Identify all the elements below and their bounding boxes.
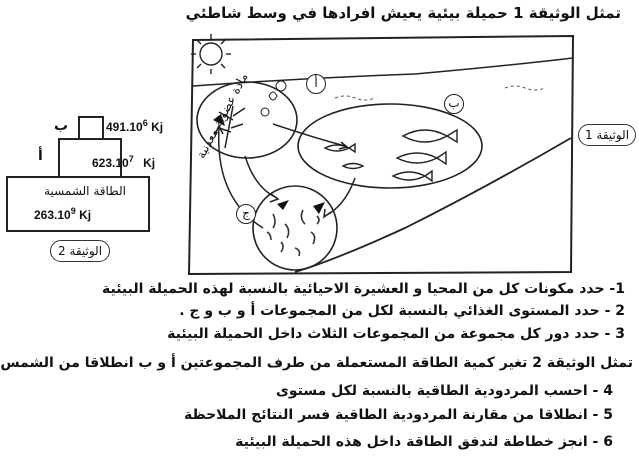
- energy-b-unit: Kj: [151, 120, 164, 134]
- question-2: 2 - حدد المستوى الغذائي بالنسبة لكل من المجموعات أ و ب و ج .: [179, 303, 625, 319]
- sun-energy-label: الطاقة الشمسية: [44, 184, 126, 198]
- doc2-label: الوثيقة 2: [50, 240, 110, 262]
- question-4: 4 - احسب المردودية الطاقية بالنسبة لكل مستوى: [276, 383, 613, 399]
- group-b-label: ب: [444, 94, 464, 114]
- group-c-label: ج: [236, 204, 256, 224]
- pyramid-level-b: [54, 116, 104, 140]
- energy-sun-mantissa: 263.10: [34, 208, 71, 222]
- energy-b-mantissa: 491.10: [106, 120, 143, 134]
- ecosystem-drawing: [185, 28, 575, 276]
- energy-a-mantissa: 623.10: [92, 156, 129, 170]
- question-3: 3 - حدد دور كل مجموعة من المجموعات الثلاث داخل الحميلة البيئية: [167, 326, 625, 342]
- level-a-letter: أ: [38, 148, 43, 164]
- doc2-intro: تمثل الوثيقة 2 تغير كمية الطاقة المستعملة من طرف المجموعتين أ و ب انطلاقا من الشمس: [0, 355, 633, 371]
- doc1-label: الوثيقة 1: [578, 124, 636, 146]
- doc1-illustration: [185, 28, 575, 276]
- question-1: 1- حدد مكونات كل من المحيا و العشيرة الاحيائية بالنسبة لهذه الحميلة البيئية: [102, 281, 625, 297]
- energy-level-a: [92, 154, 155, 170]
- energy-level-b: [106, 118, 163, 134]
- energy-sun-exponent: 9: [70, 206, 76, 216]
- question-5: 5 - انطلاقا من مقارنة المردودية الطاقية فسر النتائج الملاحظة: [183, 407, 613, 423]
- group-a-label: أ: [306, 74, 326, 94]
- fish-icon: [325, 130, 457, 181]
- level-b-letter: ب: [54, 118, 69, 134]
- energy-a-unit: Kj: [143, 156, 156, 170]
- energy-sun-unit: Kj: [79, 208, 92, 222]
- organic-matter-label: مادة عضوية معدنية: [193, 70, 251, 161]
- pyramid-level-sun: [6, 176, 150, 232]
- energy-b-exponent: 6: [142, 118, 148, 128]
- document-title: تمثل الوثيقة 1 حميلة بيئية يعيش افرادها في وسط شاطئي: [185, 4, 621, 22]
- question-6: 6 - انجز خطاطة لتدفق الطاقة داخل هذه الحميلة البيئية: [235, 434, 613, 450]
- energy-level-sun: [34, 206, 91, 222]
- energy-a-exponent: 7: [128, 154, 134, 164]
